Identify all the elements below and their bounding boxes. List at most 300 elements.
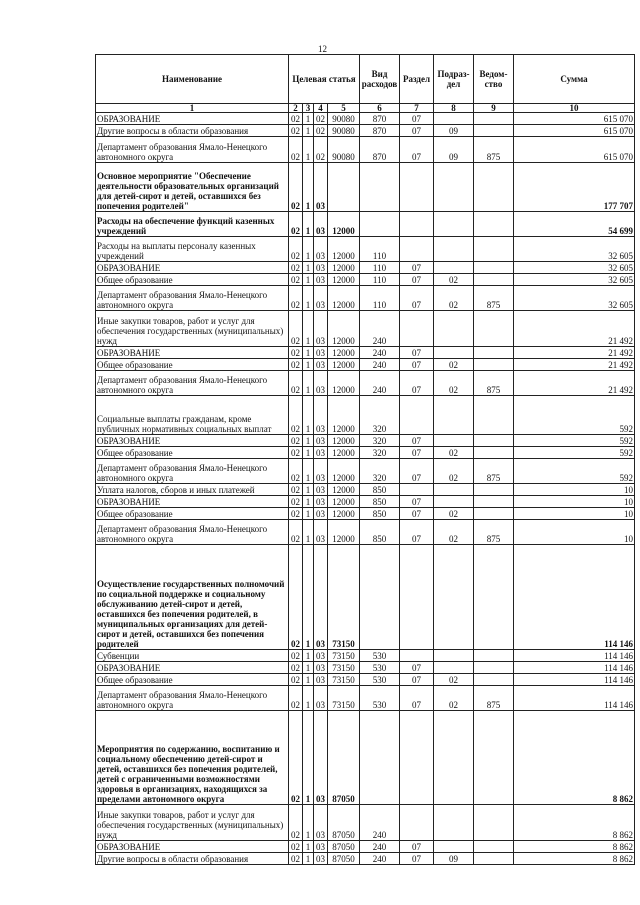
- department-cell: [474, 237, 514, 262]
- expense-type-cell: 530: [360, 674, 400, 686]
- row-name-cell: Мероприятия по содержанию, воспитанию и социальному обеспечению детей-сирот и детей, оставшихся без попечения родителей, детей с ограниченными возможностями здоровья в организациях, находящихся за пределами автономного округа: [96, 711, 289, 805]
- code-part-3-cell: 03: [314, 841, 328, 853]
- code-part-4-cell: 12000: [328, 496, 360, 508]
- code-part-4-cell: 12000: [328, 212, 360, 237]
- expense-type-cell: 110: [360, 286, 400, 311]
- amount-cell: 32 605: [514, 237, 635, 262]
- department-cell: [474, 508, 514, 520]
- row-name-cell: ОБРАЗОВАНИЕ: [96, 347, 289, 359]
- header-section: Раздел: [400, 55, 434, 104]
- code-part-2-cell: 1: [303, 311, 314, 347]
- code-part-3-cell: 03: [314, 520, 328, 545]
- department-cell: [474, 841, 514, 853]
- code-part-4-cell: 12000: [328, 508, 360, 520]
- expense-type-cell: 870: [360, 137, 400, 163]
- code-part-3-cell: 03: [314, 805, 328, 841]
- code-part-1-cell: 02: [289, 841, 303, 853]
- code-part-4-cell: 12000: [328, 447, 360, 459]
- header-department: Ведом-ство: [474, 55, 514, 104]
- amount-cell: 114 146: [514, 686, 635, 711]
- code-part-2-cell: 1: [303, 359, 314, 371]
- department-cell: [474, 113, 514, 125]
- amount-cell: 114 146: [514, 545, 635, 650]
- code-part-4-cell: 12000: [328, 347, 360, 359]
- section-cell: 07: [400, 853, 434, 865]
- subsection-cell: [434, 650, 474, 662]
- code-part-4-cell: 12000: [328, 286, 360, 311]
- code-part-4-cell: 12000: [328, 435, 360, 447]
- code-part-4-cell: 73150: [328, 686, 360, 711]
- code-part-3-cell: 03: [314, 163, 328, 212]
- code-part-1-cell: 02: [289, 137, 303, 163]
- code-part-4-cell: 12000: [328, 371, 360, 396]
- expense-type-cell: [360, 212, 400, 237]
- subsection-cell: [434, 711, 474, 805]
- subsection-cell: 02: [434, 274, 474, 286]
- table-row: [96, 805, 635, 841]
- amount-cell: 10: [514, 508, 635, 520]
- code-part-4-cell: 12000: [328, 396, 360, 435]
- code-part-1-cell: 02: [289, 237, 303, 262]
- amount-cell: 114 146: [514, 650, 635, 662]
- department-cell: 875: [474, 520, 514, 545]
- code-part-1-cell: 02: [289, 371, 303, 396]
- code-part-4-cell: 73150: [328, 650, 360, 662]
- section-cell: 07: [400, 262, 434, 274]
- amount-cell: 54 699: [514, 212, 635, 237]
- code-part-1-cell: 02: [289, 311, 303, 347]
- row-name-cell: Департамент образования Ямало-Ненецкого автономного округа: [96, 459, 289, 484]
- expense-type-cell: 530: [360, 686, 400, 711]
- section-cell: [400, 163, 434, 212]
- section-cell: [400, 484, 434, 496]
- section-cell: 07: [400, 274, 434, 286]
- subsection-cell: 02: [434, 686, 474, 711]
- department-cell: [474, 674, 514, 686]
- section-cell: 07: [400, 508, 434, 520]
- section-cell: 07: [400, 371, 434, 396]
- section-cell: [400, 650, 434, 662]
- subsection-cell: 02: [434, 286, 474, 311]
- amount-cell: 21 492: [514, 359, 635, 371]
- column-number: 5: [328, 104, 360, 113]
- section-cell: 07: [400, 686, 434, 711]
- code-part-4-cell: 12000: [328, 359, 360, 371]
- section-cell: [400, 545, 434, 650]
- table-row: [96, 545, 635, 650]
- table-row: [96, 435, 635, 447]
- subsection-cell: [434, 662, 474, 674]
- table-row: [96, 496, 635, 508]
- section-cell: 07: [400, 841, 434, 853]
- code-part-2-cell: 1: [303, 274, 314, 286]
- subsection-cell: [434, 237, 474, 262]
- department-cell: [474, 359, 514, 371]
- code-part-2-cell: 1: [303, 545, 314, 650]
- section-cell: 07: [400, 286, 434, 311]
- subsection-cell: [434, 435, 474, 447]
- code-part-3-cell: 03: [314, 496, 328, 508]
- code-part-2-cell: 1: [303, 237, 314, 262]
- code-part-2-cell: 1: [303, 347, 314, 359]
- code-part-2-cell: 1: [303, 113, 314, 125]
- amount-cell: 8 862: [514, 853, 635, 865]
- subsection-cell: [434, 262, 474, 274]
- code-part-2-cell: 1: [303, 674, 314, 686]
- department-cell: [474, 711, 514, 805]
- department-cell: [474, 274, 514, 286]
- department-cell: [474, 650, 514, 662]
- code-part-3-cell: 03: [314, 237, 328, 262]
- amount-cell: 8 862: [514, 805, 635, 841]
- header-row: [96, 55, 635, 104]
- table-row: [96, 237, 635, 262]
- expense-type-cell: 870: [360, 125, 400, 137]
- amount-cell: 8 862: [514, 841, 635, 853]
- section-cell: 07: [400, 662, 434, 674]
- row-name-cell: ОБРАЗОВАНИЕ: [96, 113, 289, 125]
- code-part-1-cell: 02: [289, 435, 303, 447]
- code-part-2-cell: 1: [303, 853, 314, 865]
- amount-cell: 114 146: [514, 662, 635, 674]
- row-name-cell: ОБРАЗОВАНИЕ: [96, 496, 289, 508]
- row-name-cell: Общее образование: [96, 274, 289, 286]
- table-row: [96, 686, 635, 711]
- row-name-cell: ОБРАЗОВАНИЕ: [96, 435, 289, 447]
- column-number: 8: [434, 104, 474, 113]
- section-cell: 07: [400, 113, 434, 125]
- expense-type-cell: 320: [360, 447, 400, 459]
- code-part-2-cell: 1: [303, 662, 314, 674]
- department-cell: [474, 853, 514, 865]
- code-part-1-cell: 02: [289, 545, 303, 650]
- expense-type-cell: 320: [360, 396, 400, 435]
- code-part-2-cell: 1: [303, 841, 314, 853]
- code-part-4-cell: 73150: [328, 662, 360, 674]
- code-part-2-cell: 1: [303, 805, 314, 841]
- subsection-cell: [434, 496, 474, 508]
- code-part-2-cell: 1: [303, 520, 314, 545]
- table-row: [96, 347, 635, 359]
- code-part-3-cell: 02: [314, 113, 328, 125]
- department-cell: [474, 805, 514, 841]
- code-part-3-cell: 03: [314, 853, 328, 865]
- code-part-3-cell: 03: [314, 396, 328, 435]
- code-part-1-cell: 02: [289, 125, 303, 137]
- code-part-3-cell: 03: [314, 359, 328, 371]
- row-name-cell: Департамент образования Ямало-Ненецкого автономного округа: [96, 520, 289, 545]
- code-part-3-cell: 03: [314, 711, 328, 805]
- header-name: Наименование: [96, 55, 289, 104]
- code-part-1-cell: 02: [289, 447, 303, 459]
- row-name-cell: Основное мероприятие "Обеспечение деятельности образовательных организаций для детей-сирот и детей, оставшихся без попечения родителей": [96, 163, 289, 212]
- code-part-3-cell: 03: [314, 371, 328, 396]
- department-cell: 875: [474, 686, 514, 711]
- subsection-cell: [434, 545, 474, 650]
- table-row: [96, 447, 635, 459]
- table-row: [96, 520, 635, 545]
- section-cell: 07: [400, 459, 434, 484]
- subsection-cell: [434, 311, 474, 347]
- code-part-3-cell: 03: [314, 212, 328, 237]
- table-row: [96, 674, 635, 686]
- expense-type-cell: 110: [360, 237, 400, 262]
- code-part-2-cell: 1: [303, 435, 314, 447]
- expense-type-cell: 240: [360, 853, 400, 865]
- subsection-cell: [434, 841, 474, 853]
- code-part-3-cell: 03: [314, 347, 328, 359]
- code-part-3-cell: 03: [314, 447, 328, 459]
- department-cell: [474, 396, 514, 435]
- code-part-1-cell: 02: [289, 163, 303, 212]
- code-part-3-cell: 03: [314, 262, 328, 274]
- section-cell: 07: [400, 137, 434, 163]
- code-part-3-cell: 03: [314, 311, 328, 347]
- code-part-4-cell: 73150: [328, 674, 360, 686]
- expense-type-cell: 530: [360, 650, 400, 662]
- table-row: [96, 650, 635, 662]
- row-name-cell: Департамент образования Ямало-Ненецкого автономного округа: [96, 137, 289, 163]
- code-part-2-cell: 1: [303, 650, 314, 662]
- table-row: [96, 371, 635, 396]
- amount-cell: 615 070: [514, 125, 635, 137]
- table-row: [96, 396, 635, 435]
- code-part-1-cell: 02: [289, 508, 303, 520]
- code-part-2-cell: 1: [303, 212, 314, 237]
- department-cell: 875: [474, 371, 514, 396]
- amount-cell: 10: [514, 484, 635, 496]
- amount-cell: 21 492: [514, 347, 635, 359]
- code-part-1-cell: 02: [289, 662, 303, 674]
- amount-cell: 615 070: [514, 137, 635, 163]
- code-part-1-cell: 02: [289, 484, 303, 496]
- code-part-2-cell: 1: [303, 447, 314, 459]
- amount-cell: 114 146: [514, 674, 635, 686]
- code-part-2-cell: 1: [303, 686, 314, 711]
- row-name-cell: Расходы на выплаты персоналу казенных учреждений: [96, 237, 289, 262]
- department-cell: [474, 545, 514, 650]
- table-row: [96, 286, 635, 311]
- code-part-2-cell: 1: [303, 262, 314, 274]
- code-part-3-cell: 03: [314, 286, 328, 311]
- subsection-cell: 09: [434, 853, 474, 865]
- code-part-4-cell: 90080: [328, 125, 360, 137]
- row-name-cell: Общее образование: [96, 508, 289, 520]
- code-part-4-cell: 87050: [328, 853, 360, 865]
- code-part-3-cell: 02: [314, 125, 328, 137]
- code-part-3-cell: 03: [314, 484, 328, 496]
- row-name-cell: Расходы на обеспечение функций казенных учреждений: [96, 212, 289, 237]
- code-part-2-cell: 1: [303, 508, 314, 520]
- expense-type-cell: 850: [360, 484, 400, 496]
- code-part-1-cell: 02: [289, 274, 303, 286]
- table-row: [96, 125, 635, 137]
- code-part-2-cell: 1: [303, 396, 314, 435]
- amount-cell: 32 605: [514, 286, 635, 311]
- department-cell: [474, 125, 514, 137]
- code-part-1-cell: 02: [289, 347, 303, 359]
- code-part-1-cell: 02: [289, 459, 303, 484]
- section-cell: [400, 805, 434, 841]
- row-name-cell: Другие вопросы в области образования: [96, 125, 289, 137]
- expense-type-cell: 240: [360, 311, 400, 347]
- table-row: [96, 359, 635, 371]
- amount-cell: 592: [514, 447, 635, 459]
- expense-type-cell: 110: [360, 262, 400, 274]
- table-row: [96, 662, 635, 674]
- subsection-cell: [434, 163, 474, 212]
- table-row: [96, 459, 635, 484]
- section-cell: 07: [400, 347, 434, 359]
- table-row: [96, 841, 635, 853]
- amount-cell: 32 605: [514, 262, 635, 274]
- code-part-4-cell: 12000: [328, 262, 360, 274]
- department-cell: [474, 212, 514, 237]
- column-number: 4: [314, 104, 328, 113]
- code-part-3-cell: 03: [314, 459, 328, 484]
- department-cell: [474, 262, 514, 274]
- expense-type-cell: [360, 545, 400, 650]
- code-part-1-cell: 02: [289, 711, 303, 805]
- code-part-1-cell: 02: [289, 674, 303, 686]
- subsection-cell: [434, 347, 474, 359]
- expense-type-cell: 320: [360, 435, 400, 447]
- section-cell: [400, 311, 434, 347]
- subsection-cell: [434, 113, 474, 125]
- expense-type-cell: [360, 711, 400, 805]
- table-row: [96, 853, 635, 865]
- table-row: [96, 711, 635, 805]
- row-name-cell: Осуществление государственных полномочий по социальной поддержке и социальному обслуживанию детей-сирот и детей, оставшихся без попечения родителей, в муниципальных организациях для детей-сирот и детей, оставшихся без попечения родителей: [96, 545, 289, 650]
- header-subsection: Подраз-дел: [434, 55, 474, 104]
- row-name-cell: ОБРАЗОВАНИЕ: [96, 841, 289, 853]
- code-part-3-cell: 03: [314, 662, 328, 674]
- subsection-cell: [434, 805, 474, 841]
- code-part-4-cell: 12000: [328, 274, 360, 286]
- expense-type-cell: 870: [360, 113, 400, 125]
- table-row: [96, 484, 635, 496]
- row-name-cell: Общее образование: [96, 447, 289, 459]
- row-name-cell: Уплата налогов, сборов и иных платежей: [96, 484, 289, 496]
- code-part-4-cell: 90080: [328, 137, 360, 163]
- code-part-4-cell: 12000: [328, 520, 360, 545]
- amount-cell: 592: [514, 459, 635, 484]
- code-part-3-cell: 03: [314, 674, 328, 686]
- amount-cell: 21 492: [514, 311, 635, 347]
- code-part-1-cell: 02: [289, 853, 303, 865]
- code-part-2-cell: 1: [303, 371, 314, 396]
- table-row: [96, 311, 635, 347]
- subsection-cell: [434, 484, 474, 496]
- code-part-3-cell: 03: [314, 545, 328, 650]
- department-cell: [474, 163, 514, 212]
- code-part-4-cell: 12000: [328, 311, 360, 347]
- department-cell: [474, 496, 514, 508]
- section-cell: 07: [400, 359, 434, 371]
- code-part-2-cell: 1: [303, 484, 314, 496]
- subsection-cell: [434, 396, 474, 435]
- amount-cell: 592: [514, 396, 635, 435]
- column-number: 1: [96, 104, 289, 113]
- code-part-3-cell: 03: [314, 508, 328, 520]
- section-cell: [400, 212, 434, 237]
- section-cell: [400, 711, 434, 805]
- code-part-2-cell: 1: [303, 711, 314, 805]
- subsection-cell: 02: [434, 371, 474, 396]
- amount-cell: 8 862: [514, 711, 635, 805]
- row-name-cell: Департамент образования Ямало-Ненецкого автономного округа: [96, 371, 289, 396]
- amount-cell: 21 492: [514, 371, 635, 396]
- row-name-cell: Субвенции: [96, 650, 289, 662]
- code-part-1-cell: 02: [289, 520, 303, 545]
- department-cell: 875: [474, 137, 514, 163]
- department-cell: [474, 347, 514, 359]
- expense-type-cell: [360, 163, 400, 212]
- code-part-1-cell: 02: [289, 396, 303, 435]
- code-part-1-cell: 02: [289, 113, 303, 125]
- table-row: [96, 212, 635, 237]
- amount-cell: 615 070: [514, 113, 635, 125]
- expense-type-cell: 240: [360, 841, 400, 853]
- code-part-2-cell: 1: [303, 496, 314, 508]
- subsection-cell: 09: [434, 137, 474, 163]
- code-part-4-cell: 12000: [328, 237, 360, 262]
- code-part-2-cell: 1: [303, 459, 314, 484]
- code-part-3-cell: 03: [314, 274, 328, 286]
- row-name-cell: Социальные выплаты гражданам, кроме публичных нормативных социальных выплат: [96, 396, 289, 435]
- amount-cell: 10: [514, 496, 635, 508]
- expense-type-cell: 850: [360, 496, 400, 508]
- section-cell: 07: [400, 520, 434, 545]
- code-part-3-cell: 03: [314, 650, 328, 662]
- table-row: [96, 508, 635, 520]
- section-cell: 07: [400, 496, 434, 508]
- column-number: 9: [474, 104, 514, 113]
- row-name-cell: ОБРАЗОВАНИЕ: [96, 662, 289, 674]
- row-name-cell: Другие вопросы в области образования: [96, 853, 289, 865]
- expense-type-cell: 320: [360, 459, 400, 484]
- table-row: [96, 113, 635, 125]
- header-target-article: Целевая статья: [289, 55, 360, 104]
- amount-cell: 592: [514, 435, 635, 447]
- expense-type-cell: 530: [360, 662, 400, 674]
- code-part-1-cell: 02: [289, 212, 303, 237]
- expense-type-cell: 240: [360, 371, 400, 396]
- row-name-cell: ОБРАЗОВАНИЕ: [96, 262, 289, 274]
- row-name-cell: Иные закупки товаров, работ и услуг для обеспечения государственных (муниципальных) нужд: [96, 805, 289, 841]
- code-part-2-cell: 1: [303, 286, 314, 311]
- budget-table: [95, 54, 635, 865]
- column-number: 10: [514, 104, 635, 113]
- row-name-cell: Общее образование: [96, 359, 289, 371]
- amount-cell: 10: [514, 520, 635, 545]
- section-cell: 07: [400, 447, 434, 459]
- code-part-1-cell: 02: [289, 359, 303, 371]
- table-row: [96, 274, 635, 286]
- subsection-cell: 02: [434, 459, 474, 484]
- department-cell: [474, 662, 514, 674]
- code-part-2-cell: 1: [303, 125, 314, 137]
- code-part-4-cell: 12000: [328, 484, 360, 496]
- subsection-cell: 09: [434, 125, 474, 137]
- subsection-cell: 02: [434, 508, 474, 520]
- expense-type-cell: 240: [360, 805, 400, 841]
- row-name-cell: Общее образование: [96, 674, 289, 686]
- code-part-2-cell: 1: [303, 137, 314, 163]
- column-number-row: [96, 104, 635, 113]
- code-part-3-cell: 03: [314, 686, 328, 711]
- code-part-3-cell: 03: [314, 435, 328, 447]
